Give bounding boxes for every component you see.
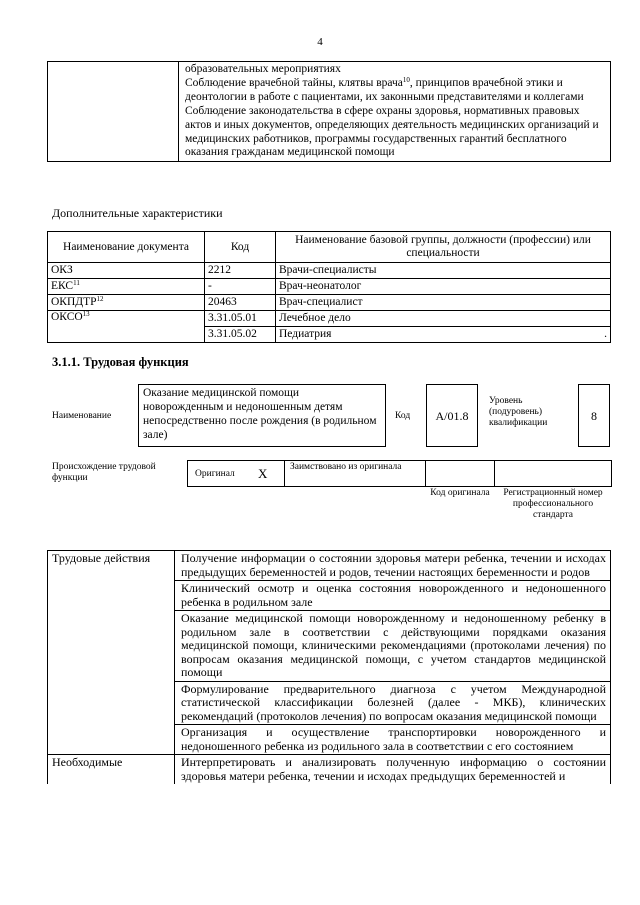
table-row: ОКЗ 2212 Врачи-специалисты (48, 263, 611, 279)
divider (494, 460, 495, 487)
list-item: Клинический осмотр и оценка состояния новорожденного и недоношенного ребенка в родильном зале (175, 581, 610, 611)
actions-label: Трудовые действия (48, 551, 175, 755)
header-name: Наименование базовой группы, должности (профессии) или специальности (276, 232, 611, 263)
labor-actions-table (47, 550, 611, 784)
top-table (47, 61, 611, 162)
function-heading: 3.1.1. Трудовая функция (52, 355, 189, 369)
top-line-1: образовательных мероприятиях (185, 63, 341, 75)
list-item: Организация и осуществление транспортировки новорожденного и недоношенного ребенка из родильного зала в соответствии с его состоянием (181, 725, 606, 753)
origin-label: Происхождение трудовой функции (52, 462, 156, 483)
original-mark: X (258, 466, 268, 481)
list-item: Оказание медицинской помощи новорожденному и недоношенному ребенку в родильном зале в соответствии с действующими порядками оказания медицинской помощи, клиническими рекомендациями (протоколами лечения) по вопросам оказания медицинской помощи, с учетом стандартов медицинской помощи (175, 611, 610, 682)
top-table-text-cell (179, 62, 611, 162)
name-label: Наименование (52, 411, 112, 421)
top-table-empty-cell (48, 62, 179, 162)
original-label: Оригинал (195, 469, 235, 479)
borrowed-label: Заимствовано из оригинала (290, 462, 402, 472)
function-name: Оказание медицинской помощи новорожденным и недоношенным детям непосредственно после рождения (в родильном зале) (143, 387, 377, 441)
trailing-mark: . (604, 328, 607, 340)
table-row: ОКСО$^{13}$ 3.31.05.01 Лечебное дело (48, 311, 611, 327)
list-item: Получение информации о состоянии здоровья матери ребенка, течении и исходах предыдущих беременностей и родов, течении настоящих беременности и родов (175, 551, 610, 581)
code-label: Код (395, 411, 411, 421)
skills-label: Необходимые (48, 755, 175, 785)
page-number: 4 (317, 36, 323, 48)
top-line-3: Соблюдение законодательства в сфере охраны здоровья, нормативных правовых актов и иных документов, определяющих деятельность медицинских организаций и медицинских работников, программы государственных гарантий бесплатного оказания гражданам медицинской помощи (185, 104, 599, 159)
function-code: A/01.8 (435, 409, 469, 423)
level-box (578, 384, 610, 447)
code-original-label: Код оригинала (430, 488, 490, 498)
table-row: ОКПДТР$^{12}$ 20463 Врач-специалист (48, 295, 611, 311)
function-code-box (426, 384, 478, 447)
list-item: Формулирование предварительного диагноза с учетом Международной статистической классификации болезней (далее - МКБ), клинических рекомендаций (протоколов лечения) по вопросам оказания медицинской помощи (175, 682, 610, 726)
reg-number-label: Регистрационный номер профессионального стандарта (503, 488, 603, 520)
additional-title: Дополнительные характеристики (52, 206, 223, 220)
table-row: 3.31.05.02 Педиатрия . (48, 327, 611, 343)
function-name-box (138, 384, 386, 447)
table-row: ЕКС$^{11}$ - Врач-неонатолог (48, 279, 611, 295)
top-line-2: Соблюдение врачебной тайны, клятвы врача$^{10}$, принципов врачебной этики и деонтологии в работе с пациентами, их законными представителями и коллегами (185, 75, 584, 103)
list-item: Интерпретировать и анализировать полученную информацию о состоянии здоровья матери ребенка, течении и исходах предыдущих беременностей и (181, 755, 606, 783)
additional-table (47, 231, 611, 343)
header-code: Код (205, 232, 276, 263)
level-label: Уровень (подуровень) квалификации (489, 396, 548, 428)
divider (284, 460, 285, 487)
footnote-ref: 10 (402, 75, 410, 84)
level-value: 8 (591, 409, 597, 423)
actions-cell (175, 551, 611, 755)
divider (425, 460, 426, 487)
header-document: Наименование документа (48, 232, 205, 263)
